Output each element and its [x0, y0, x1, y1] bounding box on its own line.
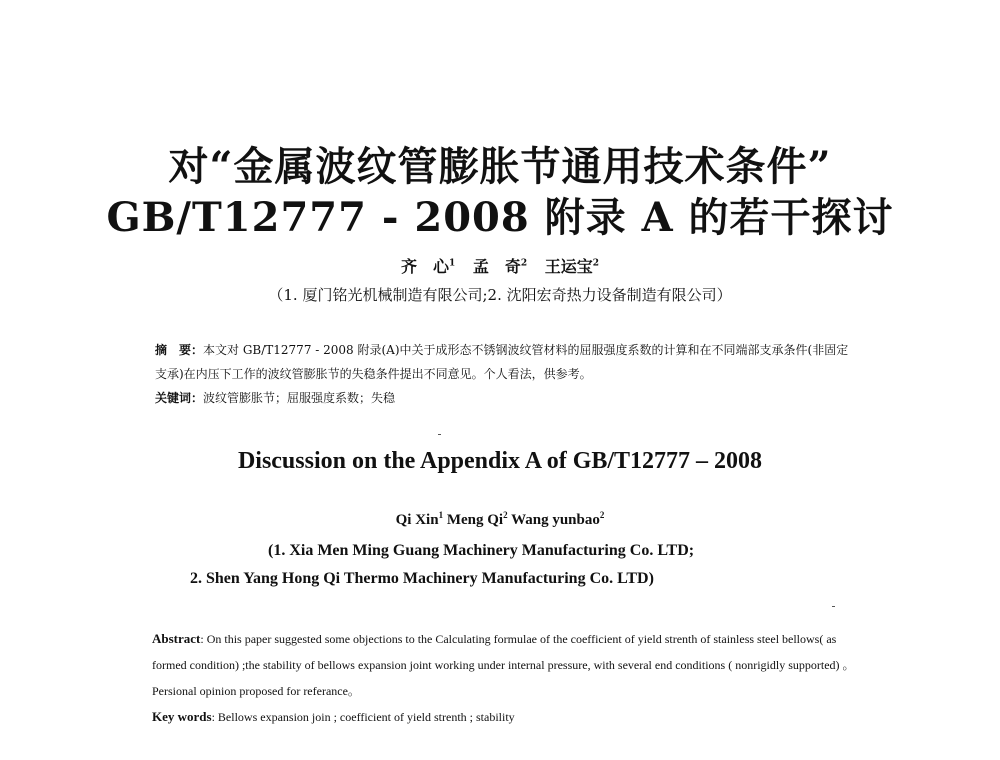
en-authors — [0, 512, 1000, 529]
cn-keywords-label: 关键词： — [155, 391, 204, 405]
en-keywords-text: : Bellows expansion join ; coefficient of yield strenth ; stability — [211, 710, 515, 724]
cn-abstract-text: 本文对 GB/T12777 - 2008 附录(A)中关于成形态不锈钢波纹管材料的屈服强度系数的计算和在不同端部支承条件(非固定支承)在内压下工作的波纹管膨胀节的失稳条件提出不同意见。个人看法，供参考。 — [155, 343, 849, 381]
en-author-3: Wang yunbao$^2$ — [511, 510, 605, 528]
cn-author-1: 齐 心$^1$ — [401, 257, 456, 276]
cn-author-2: 孟 奇$^2$ — [472, 257, 528, 276]
en-abstract-label: Abstract — [152, 631, 201, 646]
cn-affiliation: （1. 厦门铭光机械制造有限公司;2. 沈阳宏奇热力设备制造有限公司） — [268, 286, 732, 304]
en-author-1: Qi Xin$^1$ — [395, 510, 444, 528]
en-abstract — [152, 626, 872, 730]
cn-authors — [0, 254, 1000, 277]
cn-keywords-text: 波纹管膨胀节；屈服强度系数；失稳 — [203, 391, 396, 405]
en-title: Discussion on the Appendix A of GB/T12777 – 2008 — [237, 448, 763, 474]
cn-abstract — [155, 338, 855, 410]
en-keywords-label: Key words — [152, 709, 212, 724]
cn-title-line1: 对“金属波纹管膨胀节通用技术条件” — [168, 143, 832, 190]
en-author-2: Meng Qi$^2$ — [446, 510, 508, 528]
cn-title-line2: GB/T12777 - 2008 附录 A 的若干探讨 — [106, 194, 894, 241]
cn-author-3: 王运宝$^2$ — [544, 257, 599, 276]
scan-speck — [438, 434, 441, 435]
cn-abstract-label: 摘 要： — [155, 343, 204, 357]
en-affiliation-line2: 2. Shen Yang Hong Qi Thermo Machinery Manufacturing Co. LTD) — [190, 570, 654, 587]
en-abstract-text: : On this paper suggested some objections to the Calculating formulae of the coefficient of yield strenth of stainless steel bellows( as formed condition) ;the stability of bellows expansion joint working under internal pressure, with several end conditions ( nonrigidly supported) 。Persional opinion proposed for referance。 — [152, 632, 855, 698]
en-affiliation-line1: (1. Xia Men Ming Guang Machinery Manufacturing Co. LTD; — [268, 542, 695, 559]
scan-speck-2 — [832, 606, 835, 607]
